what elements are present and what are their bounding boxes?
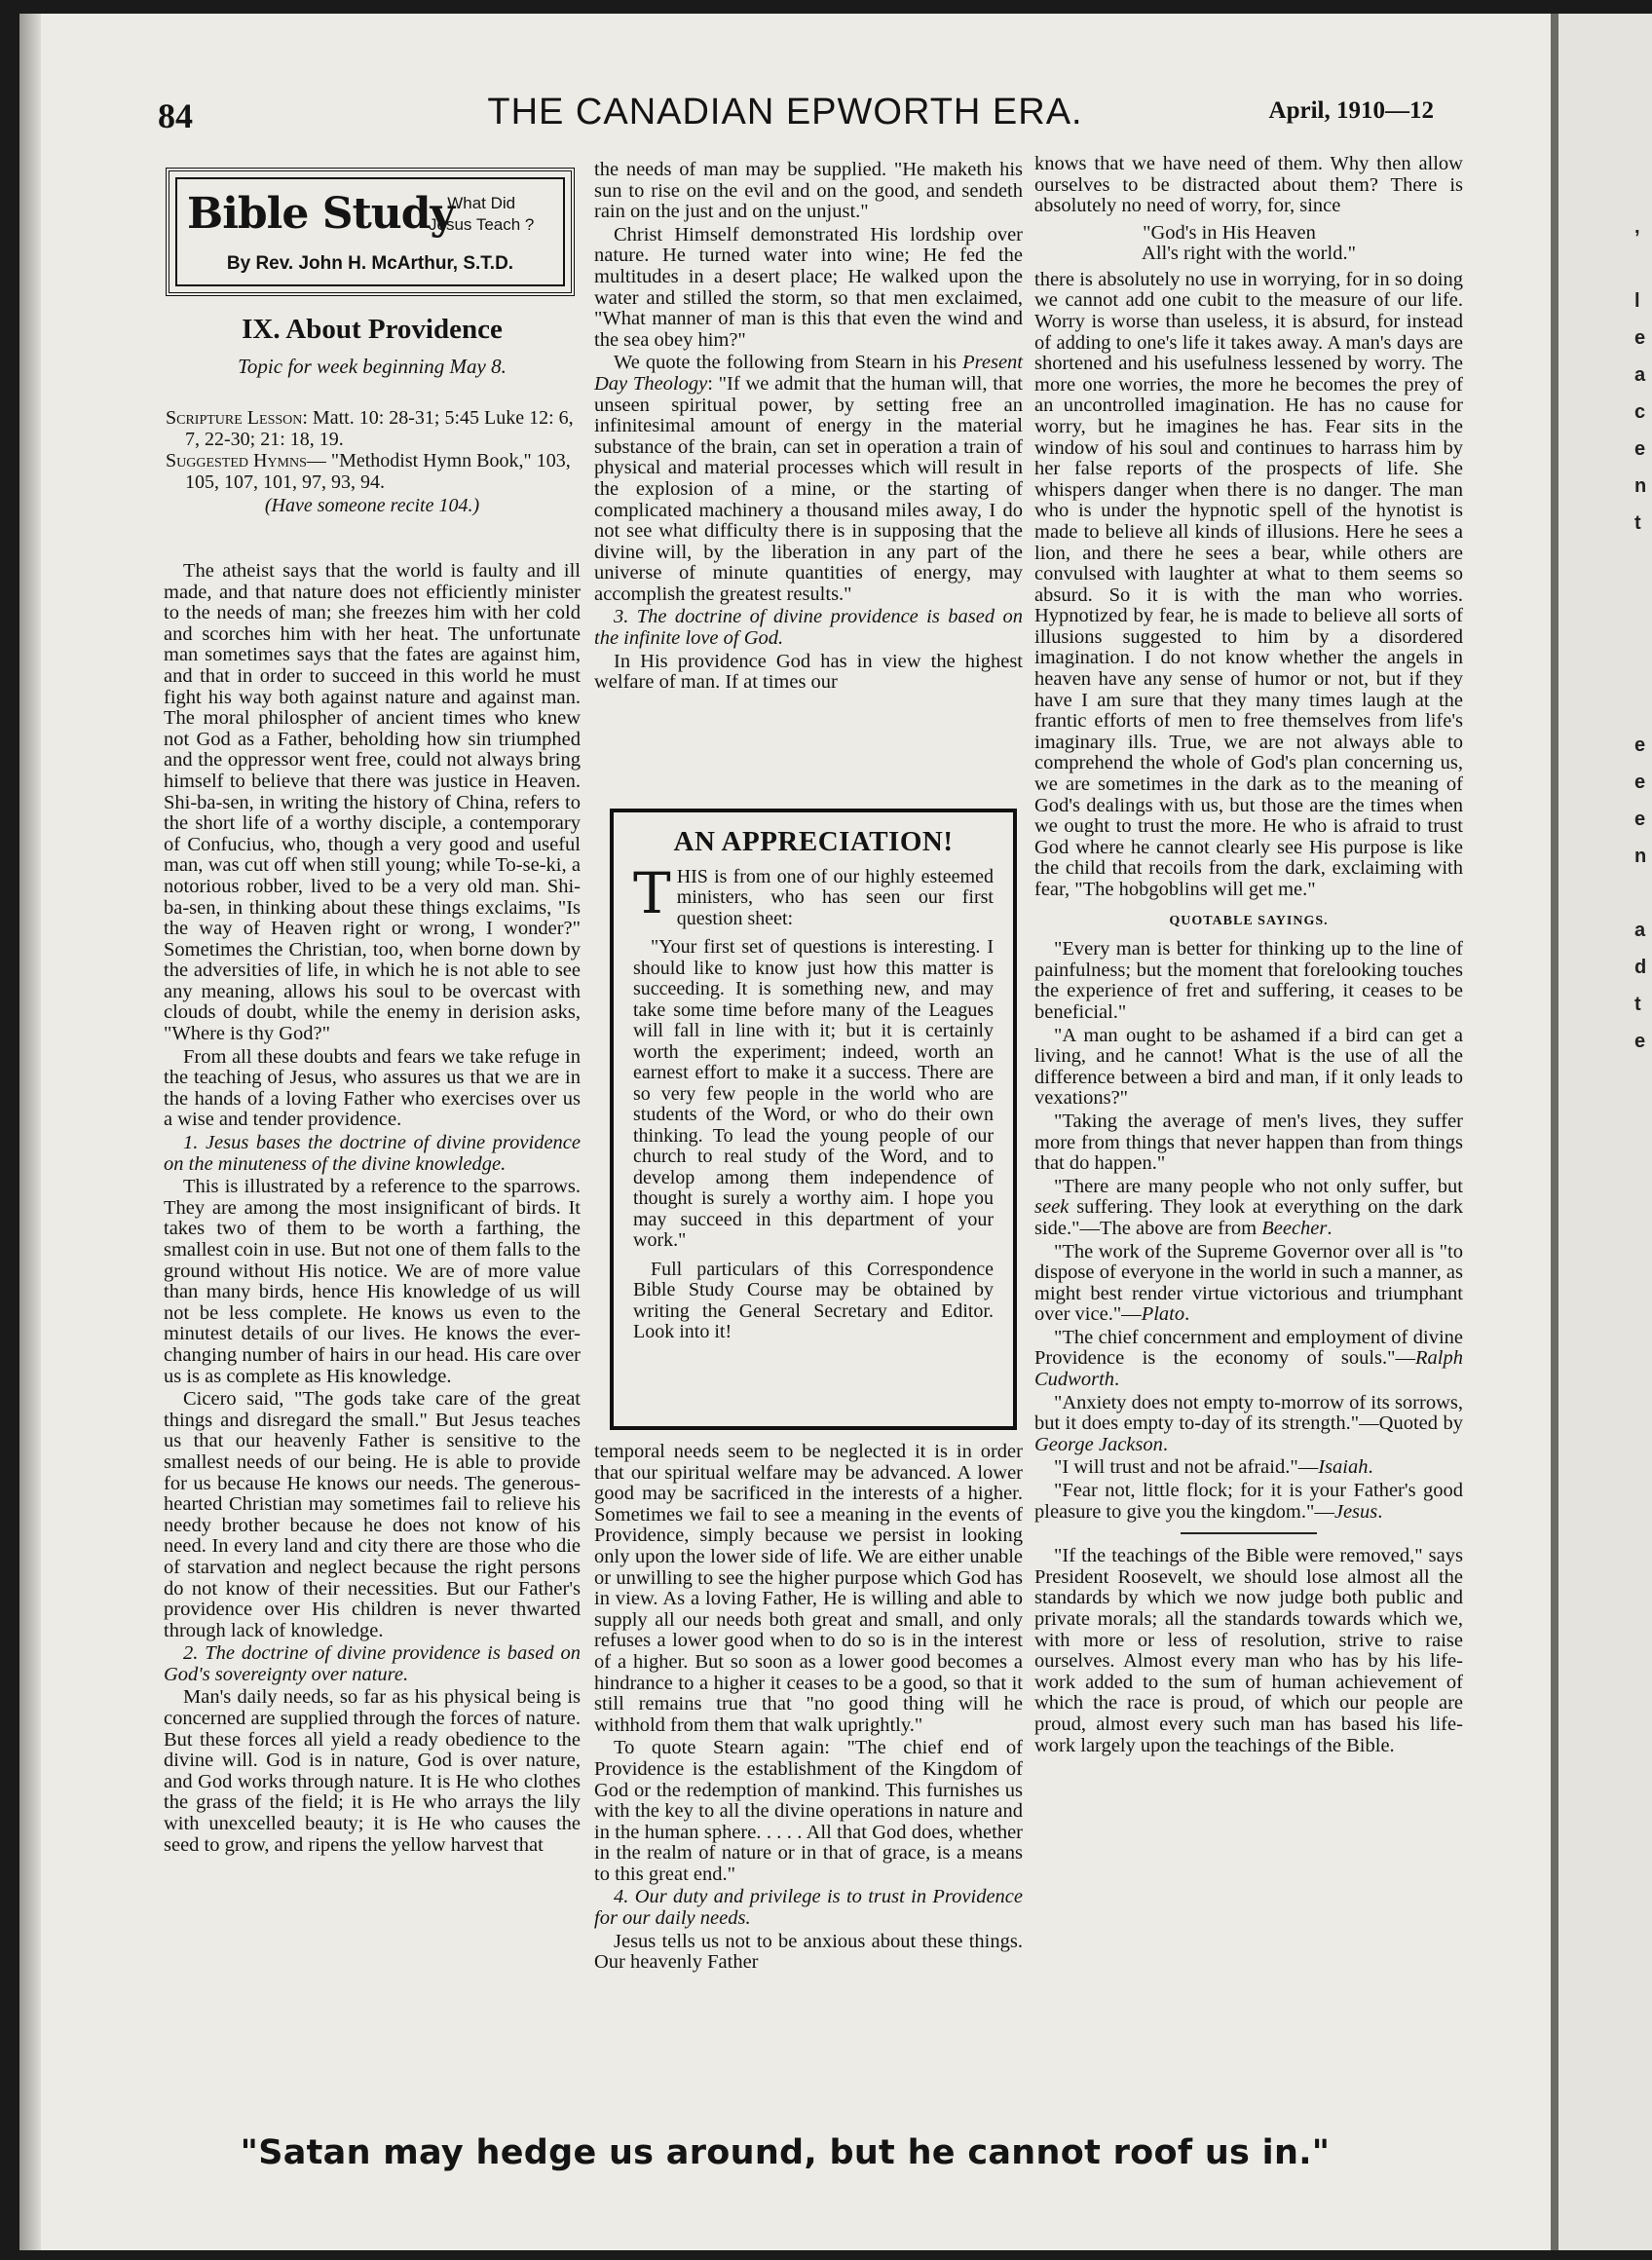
saying: "A man ought to be ashamed if a bird can get a living, and he cannot! What is the use of all the difference between a bird and man, if it only leads to vexations?" (1034, 1024, 1463, 1110)
lesson-title: IX. About Providence (242, 314, 503, 345)
saying: "Fear not, little flock; for it is your Father's good pleasure to give you the kingdom."—Jesus. (1034, 1480, 1463, 1523)
paragraph: Man's daily needs, so far as his physical being is concerned are supplied through the forces of nature. But these forces all yield a ready obedience to the divine will. God is in nature, God is over nature, and God works through nature. It is He who clothes the grass of the field; it is He who arrays the lily with unexcelled beauty; it is He who causes the seed to grow, and ripens the yellow harvest that (164, 1686, 581, 1856)
paragraph: The atheist says that the world is faulty and ill made, and that nature does not efficiently minister to the needs of man; she freezes him with her cold and scorches him with her heat. The unfortunate man sometimes says that the fates are against him, and that in order to succeed in this world he must fight his way both against nature and against man. The moral philospher of ancient times who knew not God as a Father, beholding how sin triumphed and the oppressor went free, could not always bring himself to believe that there was justice in Heaven. Shi-ba-sen, in writing the history of China, refers to the short life of a worthy disciple, a contemporary of Confucius, who, though a very good and useful man, was cut off when still young; while To-se-ki, a notorious robber, lived to be a very old man. Shi-ba-sen, in thinking about these things exclaims, "Is the way of Heaven right or wrong, I wonder?" Sometimes the Christian, too, when borne down by the adversities of life, in which he is not able to see any meaning, allows his soul to be overcast with clouds of doubt, while the enemy in derision asks, "Where is thy God?" (164, 560, 581, 1045)
paragraph: Cicero said, "The gods take care of the great things and disregard the small." But Jesus teaches us that our heavenly Father is sensitive to the smallest needs of our being. He is able to provide for us because He knows our needs. The generous-hearted Christian may sometimes fail to relieve his needy brother because he does not know of his need. In every land and city there are those who die of starvation and neglect because the right persons do not know of their necessities. But our Father's providence over His children is never thwarted through lack of knowledge. (164, 1388, 581, 1641)
paragraph: From all these doubts and fears we take refuge in the teaching of Jesus, who assures us that we are in the hands of a loving Father who exercises over us a wise and tender providence. (164, 1045, 581, 1131)
paragraph: Jesus tells us not to be anxious about these things. Our heavenly Father (594, 1930, 1023, 1974)
lesson-topic: Topic for week beginning May 8. (238, 355, 507, 378)
column-2-top (594, 160, 1023, 696)
saying: "Every man is better for thinking up to the line of painfulness; but the moment that forelooking touches the experience of fret and suffering, it ceases to be beneficial." (1034, 938, 1463, 1023)
page-header (19, 92, 1551, 140)
issue-date: April, 1910—12 (1268, 97, 1434, 124)
paragraph: the needs of man may be supplied. "He maketh his sun to rise on the evil and on the good, and sendeth rain on the just and on the unjust." (594, 159, 1023, 223)
appreciation-closing: Full particulars of this Correspondence Bible Study Course may be obtained by writing the General Secretary and Editor. Look into it! (633, 1258, 994, 1342)
drop-cap: T (633, 859, 671, 926)
saying: "I will trust and not be afraid."—Isaiah. (1054, 1456, 1373, 1479)
paragraph: We quote the following from Stearn in his Present Day Theology: "If we admit that the human will, that unseen spiritual power, by setting free an infinitesimal amount of energy in the material substance of the brain, can set in operation a train of physical and material processes which will result in the explosion of a mine, or the starting of complicated machinery a thousand miles away, I do not see what difficulty there is in supposing that the divine will, by the liberation in any part of the universe of minute quantities of energy, may accomplish the greatest results." (594, 352, 1023, 605)
poem-quote: "God's in His Heaven All's right with the world." (1142, 221, 1356, 264)
section-heading: 2. The doctrine of divine providence is based on God's sovereignty over nature. (164, 1642, 581, 1685)
appreciation-intro: THIS is from one of our highly esteemed ministers, who has seen our first question sheet: (633, 859, 994, 929)
paragraph: Christ Himself demonstrated His lordship over nature. He turned water into wine; He fed the multitudes in a desert place; He walked upon the water and stilled the storm, so that men exclaimed, "What manner of man is this that even the wind and the sea obey him?" (594, 223, 1023, 351)
appreciation-title: AN APPRECIATION! (673, 826, 954, 857)
section-heading: 1. Jesus bases the doctrine of divine providence on the minuteness of the divine knowledge. (164, 1132, 581, 1175)
saying: "The chief concernment and employment of divine Providence is the economy of souls."—Ralph Cudworth. (1034, 1326, 1463, 1391)
paragraph: temporal needs seem to be neglected it is in order that our spiritual welfare may be advanced. A lower good may be sacrificed in the interests of a higher. Sometimes we fail to see a meaning in the events of Providence, simply because we persist in looking only upon the lower side of life. We are either unable or unwilling to see the higher purpose which God has in view. As a loving Father, He is willing and able to supply all our needs both great and small, and only refuses a lower good when to do so is in the interest of a higher. But so soon as a lower good becomes a hindrance to a higher it ceases to be a good, so that it still remains true that "no good thing will he withhold from them that walk uprightly." (594, 1441, 1023, 1736)
paragraph: This is illustrated by a reference to the sparrows. They are among the most insignificant of birds. It takes two of them to be worth a farthing, the smallest coin in use. But not one of them falls to the ground without His notice. We are of more value than many birds, hence His knowledge of us will not be less complete. He knows us even to the minutest details of our lives. He knows the ever-changing number of hairs in our head. His care over us is as complete as His knowledge. (164, 1176, 581, 1387)
bible-study-byline: By Rev. John H. McArthur, S.T.D. (226, 253, 514, 274)
recite-note: (Have someone recite 104.) (264, 495, 480, 516)
paragraph: To quote Stearn again: "The chief end of Providence is the establishment of the Kingdom of God or the redemption of mankind. This furnishes us with the key to all the divine operations in nature and in the human sphere. . . . . All that God does, whether in the realm of nature or in that of grace, is a means to this great end." (594, 1737, 1023, 1885)
page-number: 84 (158, 96, 193, 135)
footer-quote: "Satan may hedge us around, but he cannot roof us in." (240, 2133, 1331, 2172)
section-heading: 4. Our duty and privilege is to trust in Providence for our daily needs. (594, 1886, 1023, 1930)
saying: "Taking the average of men's lives, they suffer more from things that never happen than from things that do happen." (1034, 1110, 1463, 1175)
saying: "There are many people who not only suffer, but seek suffering. They look at everything on the dark side."—The above are from Beecher. (1034, 1175, 1463, 1239)
scripture-lesson: Scripture Lesson: Matt. 10: 28-31; 5:45 Luke 12: 6, 7, 22-30; 21: 18, 19. (166, 407, 574, 450)
column-3 (1034, 154, 1463, 1758)
lesson-meta (166, 407, 579, 516)
quotable-sayings-heading: QUOTABLE SAYINGS. (1169, 913, 1329, 928)
bible-study-banner (166, 168, 575, 296)
binding-spine (19, 14, 41, 2250)
bible-study-subtitle: What Did Jesus Teach ? (429, 194, 535, 234)
saying: "The work of the Supreme Governor over all is "to dispose of everyone in the world in such a manner, as might best render virtue victorious and triumphant over vice."—Plato. (1034, 1240, 1463, 1326)
paragraph: there is absolutely no use in worrying, for in so doing we cannot add one cubit to the measure of our life. Worry is worse than useless, it is absurd, for instead of adding to one's life it takes away. A man's days are shortened and his usefulness lessened by worry. The more one worries, the more he becomes the prey of an uncontrolled imagination. He has no cause for worry, but he imagines he has. Fear sits in the window of his soul and continues to harrass him by her false reports of the prospects of life. She whispers danger when there is no danger. The man who is under the hypnotic spell of the hynotist is made to believe all kinds of illusions. Here he sees a lion, and there he sees a bear, while others are convulsed with laughter at what to them seems so absurd. So it is with the man who worries. Hypnotized by fear, he is made to believe all sorts of illusions suggested to him by a disordered imagination. I do not know whether the angels in heaven have any sense of humor or not, but if they have I am sure that they many times laugh at the frantic efforts of men to free themselves from life's imaginary ills. True, we are not always able to comprehend the whole of God's plan concerning us, we are sometimes in the dark as to the meaning of God's dealings with us, but those are the times when we ought to trust the more. He who is afraid to trust God where he cannot clearly see His purpose is like the child that recoils from the dark, exclaiming with fear, "The hobgoblins will get me." (1034, 268, 1463, 900)
magazine-page (19, 14, 1551, 2250)
section-heading: 3. The doctrine of divine providence is based on the infinite love of God. (594, 606, 1023, 650)
saying: "Anxiety does not empty to-morrow of its sorrows, but it does empty to-day of its strength."—Quoted by George Jackson. (1034, 1391, 1463, 1455)
paragraph: In His providence God has in view the highest welfare of man. If at times our (594, 650, 1023, 694)
bible-study-title: Bible Study (187, 189, 455, 239)
appreciation-box (610, 809, 1017, 1430)
facing-page-edge (1551, 14, 1652, 2250)
masthead: THE CANADIAN EPWORTH ERA. (487, 92, 1083, 132)
paragraph: "If the teachings of the Bible were removed," says President Roosevelt, we should lose almost all the standards by which we now judge both public and private morals; all the standards towards which we, with more or less of resolution, strive to raise ourselves. Almost every man who has by his life-work added to the sum of human achievement of which the race is proud, of which our people are proud, almost every such man has based his life-work largely upon the teachings of the Bible. (1034, 1545, 1463, 1756)
divider (1181, 1532, 1317, 1534)
column-2-bottom (594, 1442, 1023, 1976)
appreciation-quote: "Your first set of questions is interesting. I should like to know just how this matter is succeeding. It is something new, and may take some time before many of the Leagues will fall in line with it; but it is certainly worth the experiment; indeed, worth an earnest effort to make it a success. There are so very few people in the world who are students of the Word, or who do their own thinking. To lead the young people of our church to real study of the Word, and to develop among them independence of thought is surely a worthy aim. I hope you may succeed in this department of your work." (633, 936, 994, 1251)
facing-page-letters: , l e a c e n t e e e n a d t e (1634, 216, 1647, 1052)
suggested-hymns: Suggested Hymns— "Methodist Hymn Book," 103, 105, 107, 101, 97, 93, 94. (166, 450, 571, 493)
paragraph: knows that we have need of them. Why then allow ourselves to be distracted about them? There is absolutely no need of worry, for, since (1034, 153, 1463, 217)
column-1 (164, 561, 581, 1858)
